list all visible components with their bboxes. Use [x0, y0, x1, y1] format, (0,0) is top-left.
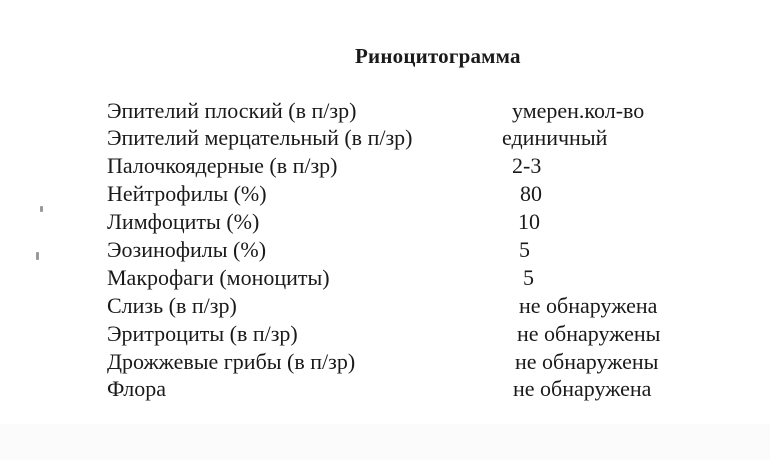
result-row	[0, 265, 770, 291]
row-value: единичный	[502, 125, 608, 150]
document-title: Риноцитограмма	[355, 44, 521, 68]
row-label: Лимфоциты (%)	[107, 209, 260, 234]
scan-mark	[40, 206, 43, 212]
result-row	[0, 376, 770, 402]
row-value: не обнаружены	[517, 321, 661, 346]
row-label: Эпителий мерцательный (в п/зр)	[107, 125, 413, 150]
result-row	[0, 321, 770, 347]
result-row	[0, 181, 770, 207]
result-row	[0, 153, 770, 179]
row-label: Флора	[107, 376, 167, 401]
row-label: Палочкоядерные (в п/зр)	[107, 153, 338, 178]
result-row	[0, 237, 770, 263]
result-row	[0, 349, 770, 375]
row-value: 80	[520, 181, 542, 206]
scan-mark	[36, 252, 39, 260]
row-value: 10	[518, 209, 540, 234]
row-value: умерен.кол-во	[512, 98, 645, 123]
row-label: Эпителий плоский (в п/зр)	[107, 98, 357, 123]
row-label: Макрофаги (моноциты)	[107, 265, 330, 290]
page-bottom-edge	[0, 424, 770, 460]
row-value: 2-3	[512, 153, 542, 178]
result-row	[0, 209, 770, 235]
row-label: Нейтрофилы (%)	[107, 181, 267, 206]
row-value: не обнаружена	[513, 376, 652, 401]
row-label: Эритроциты (в п/зр)	[107, 321, 298, 346]
result-row	[0, 293, 770, 319]
row-value: 5	[523, 265, 534, 290]
result-row	[0, 98, 770, 124]
result-row	[0, 125, 770, 151]
row-value: не обнаружены	[515, 349, 659, 374]
row-value: не обнаружена	[519, 293, 658, 318]
row-label: Эозинофилы (%)	[107, 237, 267, 262]
row-value: 5	[519, 237, 530, 262]
row-label: Дрожжевые грибы (в п/зр)	[107, 349, 356, 374]
row-label: Слизь (в п/зр)	[107, 293, 237, 318]
